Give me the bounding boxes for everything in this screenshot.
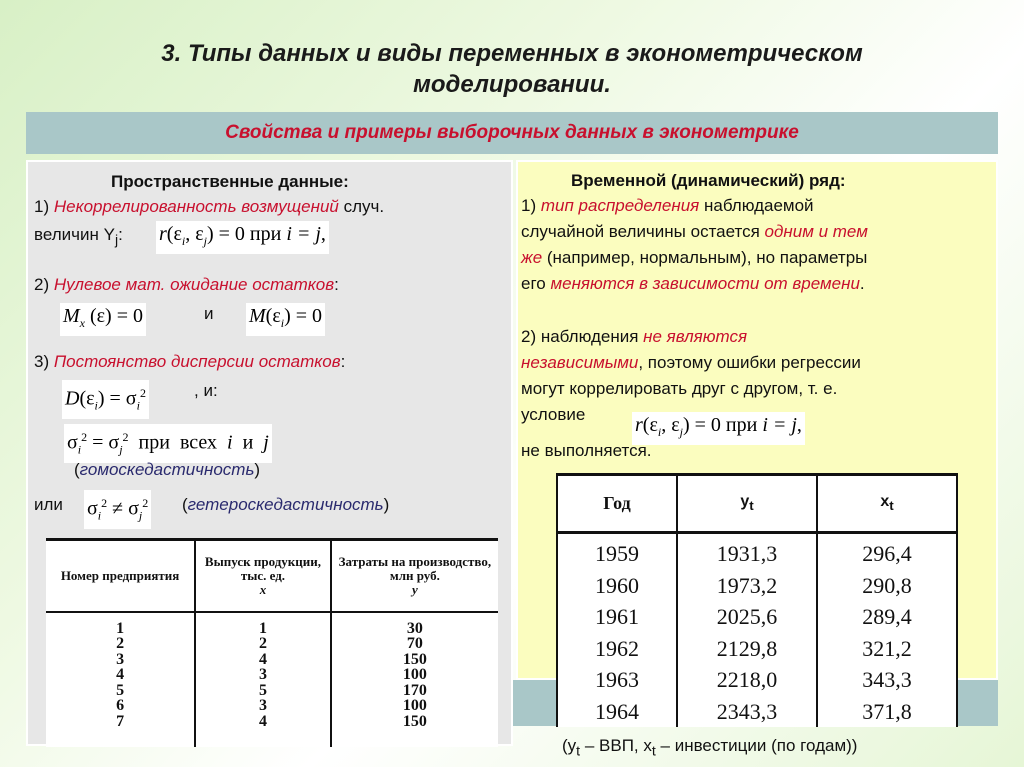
ts-uncorrelation-formula <box>632 412 805 445</box>
formula-part: (ε <box>79 387 95 410</box>
header-text: x <box>880 493 890 511</box>
ts-text: случайной величины остается <box>521 222 765 241</box>
homoscedasticity-term: гомоскедастичность <box>79 460 255 479</box>
spatial-point-1 <box>34 196 384 218</box>
uncorrelation-formula <box>156 221 329 254</box>
header-text: Затраты на производство, млн руб. <box>338 553 492 583</box>
cell: 1964 <box>595 698 639 724</box>
header-sub: t <box>889 498 894 514</box>
formula-sup: 2 <box>122 430 129 444</box>
formula-condition: i = j <box>762 414 797 436</box>
homoscedasticity-label <box>74 459 260 481</box>
header-sub: t <box>749 498 754 514</box>
ts-highlight: одним и тем <box>764 222 868 241</box>
spatial-point-2 <box>34 274 339 296</box>
paren: ) <box>254 460 261 479</box>
header-gdp <box>677 475 817 533</box>
time-series-heading: Временной (динамический) ряд: <box>571 171 846 190</box>
cell: 1931,3 <box>716 541 778 566</box>
cell: 371,8 <box>862 698 912 724</box>
column-gdp <box>677 533 817 728</box>
formula-part: M <box>249 305 266 327</box>
cell: 1963 <box>595 667 639 692</box>
cell: 2025,6 <box>716 604 778 629</box>
caption-sub: t <box>576 743 581 760</box>
cell: 100 <box>402 697 427 714</box>
formula-sub-i: i <box>657 425 662 439</box>
caption-text: (y <box>562 736 577 755</box>
formula-part: ≠ σ <box>107 497 139 520</box>
table-caption <box>562 735 857 762</box>
m-formula <box>246 303 325 336</box>
formula-part: i <box>227 431 233 454</box>
point-2-rest: : <box>334 275 339 294</box>
ts-line-2 <box>521 221 868 243</box>
ts-point-1-number: 1) <box>521 196 541 215</box>
formula-part: ) = 0 <box>284 305 323 327</box>
point-1-highlight: Некоррелированность возмущений <box>53 197 339 216</box>
formula-part: , <box>320 223 326 245</box>
cell: 2218,0 <box>716 667 778 692</box>
and-connector-2: , и: <box>194 381 218 400</box>
ts-line-1 <box>521 195 814 217</box>
cell: 3 <box>258 697 267 714</box>
formula-part: M <box>63 305 80 327</box>
spatial-heading: Пространственные данные: <box>111 172 349 191</box>
formula-part: , <box>796 414 802 436</box>
caption-text: – ВВП, x <box>580 736 652 755</box>
cell: 289,4 <box>862 604 912 629</box>
column-output <box>195 612 331 748</box>
formula-part: = σ <box>87 431 120 454</box>
formula-part: σ <box>67 431 78 454</box>
header-symbol-x: x <box>259 581 267 597</box>
point-1-variable-sub: j <box>114 232 119 249</box>
ts-text: наблюдаемой <box>699 196 814 215</box>
formula-sub-j: j <box>679 425 683 439</box>
paren: ( <box>74 460 80 479</box>
homoscedasticity-formula <box>64 424 272 463</box>
ts-line-4 <box>521 273 865 295</box>
cell: 5 <box>258 681 267 699</box>
dispersion-formula <box>62 380 149 419</box>
formula-sub: j <box>138 508 143 523</box>
ts-text: . <box>859 274 865 293</box>
formula-sup: 2 <box>142 496 149 510</box>
caption-sub: t <box>651 743 656 760</box>
header-text: Год <box>603 493 631 513</box>
cell: 2 <box>258 635 267 652</box>
column-investment <box>817 533 957 728</box>
formula-part: и <box>232 431 264 454</box>
cell: 150 <box>402 712 427 730</box>
formula-part: ) = 0 при <box>206 223 287 245</box>
spatial-point-1-line-2 <box>34 224 123 251</box>
formula-sub: i <box>77 442 82 457</box>
cell: 7 <box>116 712 125 730</box>
point-1-variable-text: величин Y <box>34 225 115 244</box>
header-costs <box>331 540 498 612</box>
ts-highlight: же <box>521 248 543 267</box>
formula-part: (ε <box>265 305 281 327</box>
ts-line-9: не выполняется. <box>521 441 652 460</box>
cell: 1959 <box>595 541 639 566</box>
formula-part: (ε) = 0 <box>85 305 143 327</box>
cell: 1960 <box>595 572 639 598</box>
column-costs <box>331 612 498 748</box>
point-3-highlight: Постоянство дисперсии остатков <box>53 352 341 371</box>
header-text: Выпуск продукции, тыс. ед. <box>204 553 321 583</box>
cell: 5 <box>116 681 125 699</box>
cell: 2129,8 <box>716 635 778 661</box>
formula-sub: j <box>119 442 123 457</box>
ts-text: его <box>521 274 551 293</box>
cell: 100 <box>402 666 427 683</box>
heteroscedasticity-label <box>182 494 389 516</box>
formula-sup: 2 <box>81 430 88 444</box>
header-symbol-y: y <box>411 581 418 597</box>
ts-text: 2) наблюдения <box>521 327 644 346</box>
cell: 343,3 <box>862 667 912 692</box>
heteroscedasticity-term: гетероскедастичность <box>187 495 384 514</box>
formula-part: , ε <box>661 414 680 436</box>
header-output <box>195 540 331 612</box>
ts-text: , поэтому ошибки регрессии <box>638 353 861 372</box>
cell: 30 <box>406 619 423 637</box>
header-enterprise-number <box>46 540 195 612</box>
header-year <box>557 475 677 533</box>
paren: ) <box>383 495 390 514</box>
formula-part: (ε <box>166 223 182 245</box>
formula-part: , ε <box>185 223 204 245</box>
enterprise-table <box>46 538 498 747</box>
paren: ( <box>182 495 188 514</box>
formula-part: ) = 0 при <box>682 414 763 436</box>
point-2-number: 2) <box>34 275 54 294</box>
and-connector-1: и <box>204 304 214 323</box>
ts-highlight: тип распределения <box>540 196 700 215</box>
ts-highlight: меняются в зависимости от времени <box>550 274 860 293</box>
formula-part: при всех <box>128 431 227 454</box>
section-banner: Свойства и примеры выборочных данных в эконометрике <box>26 112 998 154</box>
formula-sub: x <box>79 316 85 330</box>
formula-sub: i <box>94 398 98 413</box>
point-1-number: 1) <box>34 197 54 216</box>
point-2-highlight: Нулевое мат. ожидание остатков <box>53 275 335 294</box>
cell: 1973,2 <box>716 572 778 598</box>
cell: 3 <box>258 666 267 683</box>
title-line-1: 3. Типы данных и виды переменных в эконометрическом <box>161 40 863 67</box>
formula-part: (ε <box>642 414 658 436</box>
cell: 4 <box>116 666 125 683</box>
cell: 290,8 <box>862 572 912 598</box>
formula-part: D <box>65 387 80 410</box>
header-text: y <box>740 493 750 511</box>
formula-sub: i <box>97 508 102 523</box>
ts-line-5 <box>521 326 747 348</box>
slide-title <box>60 38 964 100</box>
cell: 2343,3 <box>716 698 778 724</box>
or-connector: или <box>34 495 63 514</box>
ts-line-8: условие <box>521 405 586 424</box>
point-3-rest: : <box>340 352 346 371</box>
ts-line-3 <box>521 247 867 269</box>
caption-text: – инвестиции (по годам)) <box>655 736 858 755</box>
cell: 6 <box>116 697 125 714</box>
formula-part: j <box>263 431 269 454</box>
cell: 70 <box>406 635 423 652</box>
column-enterprise-number <box>46 612 195 748</box>
formula-condition: i = j <box>286 223 321 245</box>
cell: 321,2 <box>862 635 912 661</box>
header-text: Номер предприятия <box>60 567 180 583</box>
cell: 150 <box>402 650 427 668</box>
ts-highlight: не являются <box>643 327 748 346</box>
formula-part: ) = σ <box>97 387 137 410</box>
cell: 4 <box>258 712 267 730</box>
formula-sub: i <box>136 398 140 413</box>
mx-formula <box>60 303 146 336</box>
cell: 3 <box>116 650 125 668</box>
formula-sub-j: j <box>203 234 207 248</box>
cell: 1 <box>116 619 125 637</box>
point-1-rest: случ. <box>338 197 385 216</box>
formula-r: r <box>635 414 643 436</box>
column-year <box>557 533 677 728</box>
formula-sup: 2 <box>139 386 146 400</box>
point-3-number: 3) <box>34 352 54 371</box>
formula-sub-i: i <box>181 234 186 248</box>
formula-sup: 2 <box>101 496 108 510</box>
point-1-colon: : <box>118 225 123 244</box>
formula-r: r <box>159 223 167 245</box>
gdp-investment-table <box>556 473 958 727</box>
formula-sub: i <box>280 316 285 330</box>
ts-line-7: могут коррелировать друг с другом, т. е. <box>521 379 838 398</box>
cell: 1961 <box>595 604 639 629</box>
ts-highlight: независимыми <box>521 353 639 372</box>
cell: 4 <box>258 650 267 668</box>
ts-text: (например, нормальным), но параметры <box>542 248 868 267</box>
title-line-2: моделировании. <box>413 71 611 98</box>
spatial-point-3 <box>34 351 345 373</box>
cell: 2 <box>116 635 125 652</box>
cell: 1 <box>258 619 267 637</box>
ts-line-6 <box>521 352 861 374</box>
cell: 296,4 <box>862 541 912 566</box>
heteroscedasticity-formula <box>84 490 151 529</box>
cell: 170 <box>402 681 427 699</box>
cell: 1962 <box>595 635 639 661</box>
header-investment <box>817 475 957 533</box>
formula-part: σ <box>87 497 98 520</box>
